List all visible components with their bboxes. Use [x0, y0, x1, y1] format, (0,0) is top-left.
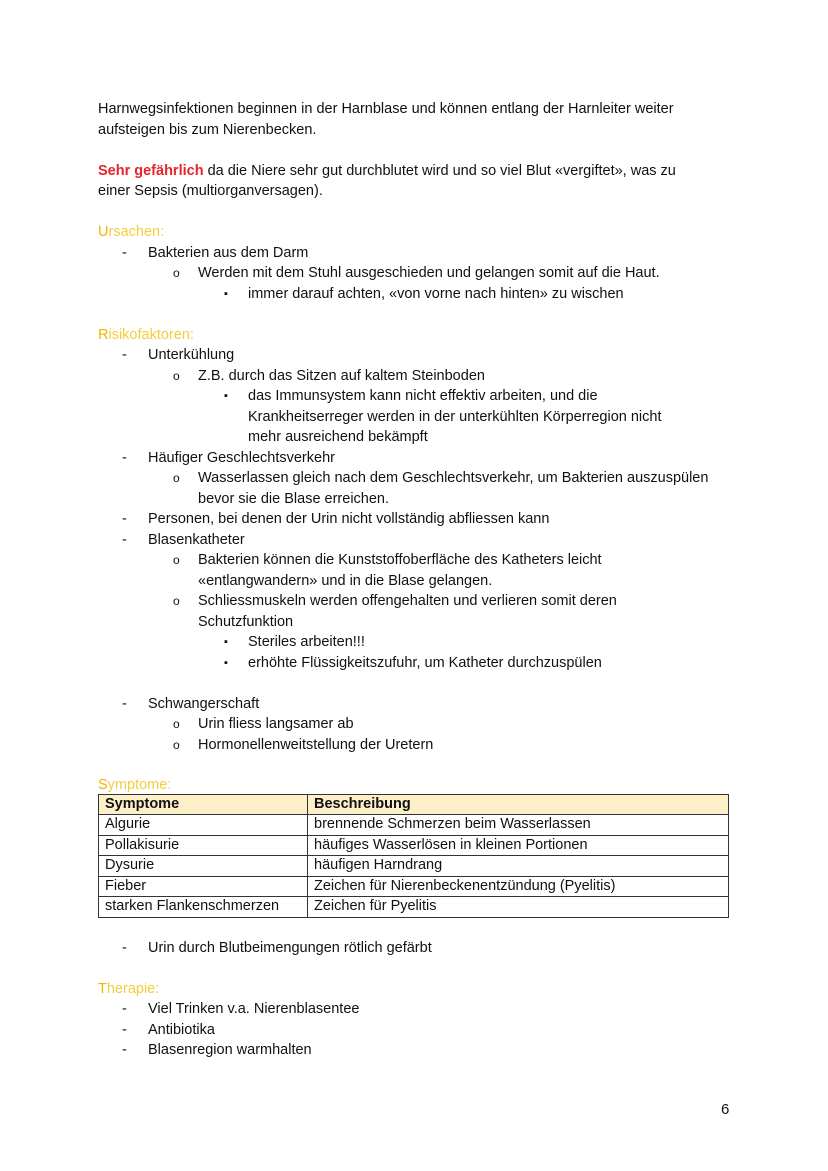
table-cell: Zeichen für Pyelitis [308, 897, 729, 918]
section-heading-symptome: Symptome: [98, 776, 172, 793]
list-item-continuation: Krankheitserreger werden in der unterkühlten Körperregion nicht [248, 408, 662, 425]
list-item: - Schwangerschaft [98, 694, 738, 715]
table-row [99, 835, 729, 856]
list-item: - Personen, bei denen der Urin nicht vollständig abfliessen kann [98, 509, 738, 530]
circle-bullet-icon: o [173, 471, 180, 485]
list-item-continuation: Schutzfunktion [198, 613, 294, 630]
dash-bullet-icon: - [122, 1001, 127, 1017]
list-item: o Z.B. durch das Sitzen auf kaltem Steinboden [98, 366, 738, 387]
table-cell: starken Flankenschmerzen [99, 897, 308, 918]
list-item: o Werden mit dem Stuhl ausgeschieden und gelangen somit auf die Haut. [98, 263, 738, 284]
section-heading-risikofaktoren: Risikofaktoren: [98, 326, 194, 343]
circle-bullet-icon: o [173, 266, 180, 280]
table-row [99, 856, 729, 877]
table-cell: brennende Schmerzen beim Wasserlassen [308, 815, 729, 836]
document-page [98, 99, 738, 1061]
table-cell: Algurie [99, 815, 308, 836]
circle-bullet-icon: o [173, 553, 180, 567]
dash-bullet-icon: - [122, 511, 127, 527]
list-item: - Viel Trinken v.a. Nierenblasentee [98, 999, 738, 1020]
section-heading-therapie: Therapie: [98, 980, 160, 997]
table-header-row [99, 794, 729, 815]
dash-bullet-icon: - [122, 347, 127, 363]
dash-bullet-icon: - [122, 939, 127, 956]
list-item: ▪ immer darauf achten, «von vorne nach hinten» zu wischen [98, 284, 738, 305]
intro-line: Harnwegsinfektionen beginnen in der Harnblase und können entlang der Harnleiter weiter [98, 101, 674, 117]
danger-highlight: Sehr gefährlich [98, 162, 204, 179]
circle-bullet-icon: o [173, 368, 180, 383]
intro-line: aufsteigen bis zum Nierenbecken. [98, 121, 317, 138]
section-heading-ursachen: Ursachen: [98, 224, 165, 240]
column-header: Beschreibung [308, 794, 729, 815]
list-item-continuation: bevor sie die Blase erreichen. [198, 490, 390, 507]
table-cell: Dysurie [99, 856, 308, 877]
list-item: - Bakterien aus dem Darm [98, 243, 738, 264]
list-item: - Unterkühlung [98, 345, 738, 366]
circle-bullet-icon: o [173, 737, 180, 752]
column-header: Symptome [99, 794, 308, 815]
table-cell: Fieber [99, 876, 308, 897]
danger-line: einer Sepsis (multiorganversagen). [98, 183, 323, 199]
square-bullet-icon: ▪ [224, 390, 228, 402]
square-bullet-icon: ▪ [224, 656, 228, 669]
list-item: ▪ erhöhte Flüssigkeitszufuhr, um Katheter durchzuspülen [98, 653, 738, 674]
symptoms-table [98, 794, 729, 918]
list-item: - Blasenkatheter [98, 530, 738, 551]
square-bullet-icon: ▪ [224, 287, 228, 300]
table-cell: häufiges Wasserlösen in kleinen Portionen [308, 835, 729, 856]
list-item: ▪ das Immunsystem kann nicht effektiv arbeiten, und die [98, 386, 738, 407]
list-item: - Urin durch Blutbeimengungen rötlich gefärbt [98, 938, 738, 959]
table-row [99, 815, 729, 836]
list-item: - Blasenregion warmhalten [98, 1040, 738, 1061]
list-item-continuation: «entlangwandern» und in die Blase gelangen. [198, 572, 493, 589]
table-row [99, 876, 729, 897]
table-cell: Zeichen für Nierenbeckenentzündung (Pyelitis) [308, 876, 729, 897]
circle-bullet-icon: o [173, 717, 180, 731]
table-row [99, 897, 729, 918]
table-cell: häufigen Harndrang [308, 856, 729, 877]
list-item: o Hormonellenweitstellung der Uretern [98, 735, 738, 756]
square-bullet-icon: ▪ [224, 636, 228, 648]
dash-bullet-icon: - [122, 1042, 127, 1058]
list-item: o Urin fliess langsamer ab [98, 714, 738, 735]
list-item: ▪ Steriles arbeiten!!! [98, 632, 738, 653]
dash-bullet-icon: - [122, 449, 127, 466]
page-number: 6 [721, 1101, 730, 1118]
danger-paragraph: Sehr gefährlich da die Niere sehr gut durchblutet wird und so viel Blut «vergiftet», was zu [98, 162, 676, 179]
circle-bullet-icon: o [173, 594, 180, 608]
list-item: o Wasserlassen gleich nach dem Geschlechtsverkehr, um Bakterien auszuspülen [98, 468, 738, 489]
dash-bullet-icon: - [122, 695, 127, 712]
list-item: - Antibiotika [98, 1020, 738, 1041]
table-cell: Pollakisurie [99, 835, 308, 856]
dash-bullet-icon: - [122, 531, 127, 548]
list-item-continuation: mehr ausreichend bekämpft [248, 429, 428, 445]
list-item: o Bakterien können die Kunststoffoberfläche des Katheters leicht [98, 550, 738, 571]
list-item: - Häufiger Geschlechtsverkehr [98, 448, 738, 469]
dash-bullet-icon: - [122, 244, 127, 261]
dash-bullet-icon: - [122, 1021, 127, 1038]
list-item: o Schliessmuskeln werden offengehalten und verlieren somit deren [98, 591, 738, 612]
